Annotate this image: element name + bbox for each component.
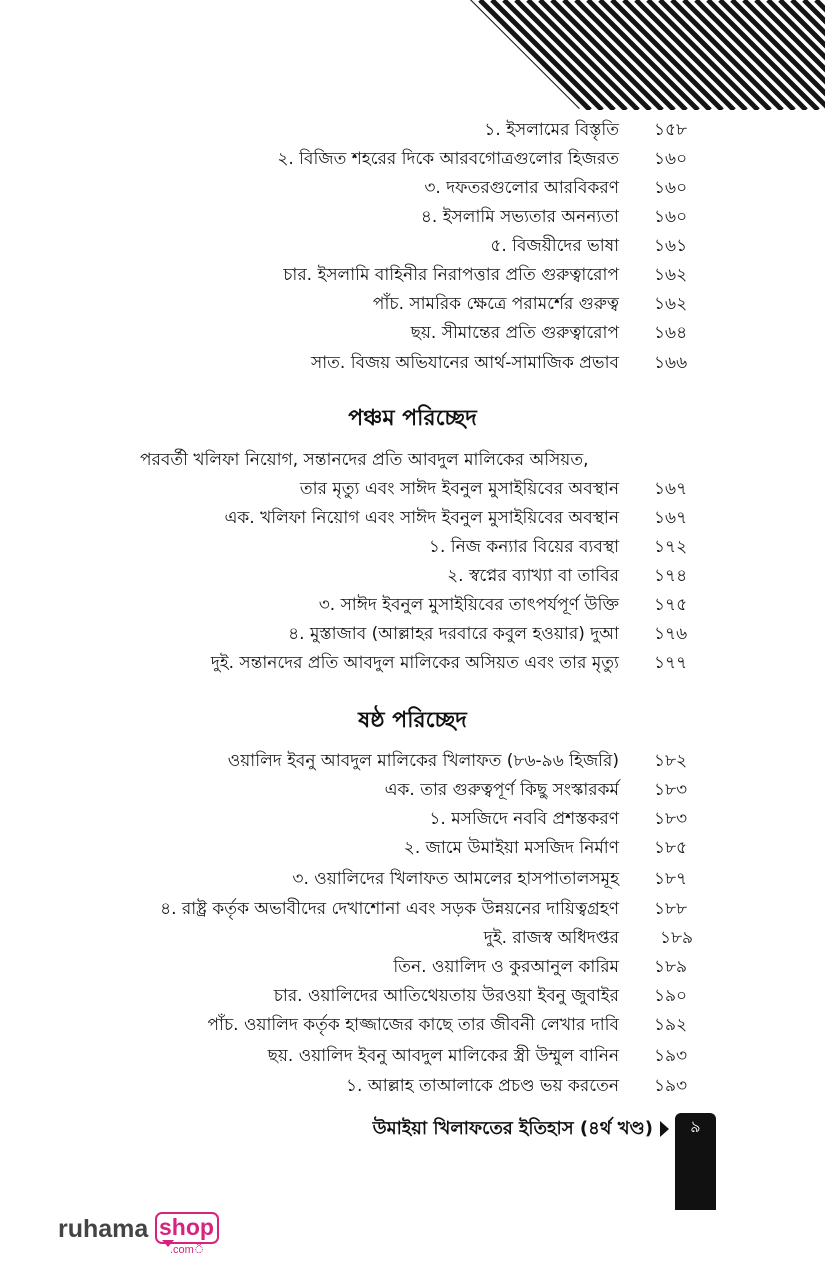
toc-entry-title: ১. আল্লাহ তাআলাকে প্রচণ্ড ভয় করতেন — [345, 1076, 619, 1096]
toc-entry-title: ৫. বিজয়ীদের ভাষা — [490, 236, 619, 256]
toc-entry-page: ১৮৯ — [660, 928, 694, 948]
toc-entry-page: ১৯৩ — [654, 1046, 688, 1066]
toc-entry[interactable] — [0, 534, 825, 560]
logo-word-accent: shop — [159, 1214, 214, 1240]
toc-entry-title: ৪. রাষ্ট্র কর্তৃক অভাবীদের দেখাশোনা এবং সড়ক উন্নয়নের দায়িত্বগ্রহণ — [160, 899, 619, 919]
toc-entry-title: ৩. সাঈদ ইবনুল মুসাইয়িবের তাৎপর্যপূর্ণ উক্তি — [318, 595, 619, 615]
toc-entry[interactable] — [0, 925, 825, 951]
toc-entry[interactable] — [0, 650, 825, 676]
toc-entry[interactable] — [0, 1043, 825, 1069]
toc-entry-page: ১৬২ — [654, 294, 688, 314]
toc-entry-page: ১৯০ — [654, 986, 688, 1006]
toc-entry-page: ১৭৪ — [654, 566, 688, 586]
toc-entry-title: ১. নিজ কন্যার বিয়ের ব্যবস্থা — [428, 537, 619, 557]
toc-entry[interactable] — [0, 806, 825, 832]
chapter-heading: পঞ্চম পরিচ্ছেদ — [348, 406, 477, 431]
toc-entry-title: ২. জামে উমাইয়া মসজিদ নির্মাণ — [403, 838, 619, 858]
toc-entry-page: ১৬৭ — [654, 479, 688, 499]
page-number-tab — [675, 1113, 716, 1210]
toc-entry-page: ১৮৩ — [654, 780, 688, 800]
toc-entry-page: ১৬০ — [654, 149, 688, 169]
toc-entry[interactable] — [0, 896, 825, 922]
toc-entry-title: ছয়. ওয়ালিদ ইবনু আবদুল মালিকের স্ত্রী উম্মুল বানিন — [267, 1046, 619, 1066]
toc-entry[interactable] — [0, 1073, 825, 1099]
toc-entry-title: ৪. ইসলামি সভ্যতার অনন্যতা — [420, 207, 619, 227]
toc-entry-page: ১৬১ — [654, 236, 688, 256]
toc-entry-page: ১৯২ — [654, 1015, 688, 1035]
toc-entry-page: ১৬৬ — [654, 353, 688, 373]
play-arrow-icon — [660, 1121, 669, 1137]
chapter-heading: ষষ্ঠ পরিচ্ছেদ — [358, 708, 467, 733]
toc-entry[interactable] — [0, 777, 825, 803]
toc-entry-page: ১৮৩ — [654, 809, 688, 829]
toc-entry-page: ১৫৮ — [654, 120, 688, 140]
toc-entry[interactable] — [0, 621, 825, 647]
toc-entry-title: ১. ইসলামের বিস্তৃতি — [484, 120, 619, 140]
toc-entry-title: তিন. ওয়ালিদ ও কুরআনুল কারিম — [393, 957, 619, 977]
toc-entry-page: ১৮২ — [654, 751, 688, 771]
toc-entry-page: ১৬০ — [654, 207, 688, 227]
book-title-footer: উমাইয়া খিলাফতের ইতিহাস (৪র্থ খণ্ড) — [372, 1118, 653, 1139]
toc-entry[interactable] — [0, 983, 825, 1009]
toc-entry[interactable] — [0, 233, 825, 259]
logo-word-dark: ruhama — [58, 1215, 149, 1243]
toc-entry-title: ওয়ালিদ ইবনু আবদুল মালিকের খিলাফত (৮৬-৯৬ হিজরি) — [227, 751, 619, 771]
toc-entry-title: সাত. বিজয় অভিযানের আর্থ-সামাজিক প্রভাব — [310, 353, 619, 373]
toc-entry-title: পাঁচ. সামরিক ক্ষেত্রে পরামর্শের গুরুত্ব — [372, 294, 619, 314]
ruhamashop-logo[interactable] — [58, 1212, 228, 1260]
toc-entry[interactable] — [0, 866, 825, 892]
toc-entry-page: ১৮৫ — [654, 838, 688, 858]
toc-entry[interactable] — [0, 1012, 825, 1038]
toc-entry-title: পাঁচ. ওয়ালিদ কর্তৃক হাজ্জাজের কাছে তার জীবনী লেখার দাবি — [207, 1015, 619, 1035]
toc-entry[interactable] — [0, 320, 825, 346]
toc-entry[interactable] — [0, 835, 825, 861]
toc-entry-page: ১৬৪ — [654, 323, 688, 343]
toc-entry[interactable] — [0, 350, 825, 376]
toc-entry-page: ১৭৫ — [654, 595, 688, 615]
toc-entry[interactable] — [0, 291, 825, 317]
decorative-stripes — [470, 0, 825, 110]
toc-entry-title: দুই. সন্তানদের প্রতি আবদুল মালিকের অসিয়ত এবং তার মৃত্যু — [210, 653, 619, 673]
page-number: ৯ — [690, 1117, 701, 1136]
toc-entry-page: ১৮৮ — [654, 899, 688, 919]
toc-entry[interactable] — [0, 262, 825, 288]
toc-entry-title: চার. ওয়ালিদের আতিথেয়তায় উরওয়া ইবনু জুবাইর — [273, 986, 619, 1006]
logo-domain-suffix: .comঁ — [170, 1244, 205, 1256]
toc-entry[interactable] — [0, 204, 825, 230]
toc-entry-title-continued[interactable]: পরবর্তী খলিফা নিয়োগ, সন্তানদের প্রতি আবদুল মালিকের অসিয়ত, — [140, 450, 589, 470]
toc-entry-title: দুই. রাজস্ব অধিদপ্তর — [483, 928, 619, 948]
toc-entry-page: ১৬০ — [654, 178, 688, 198]
toc-entry-title: এক. খলিফা নিয়োগ এবং সাঈদ ইবনুল মুসাইয়িবের অবস্থান — [224, 508, 619, 528]
toc-entry-page: ১৭৬ — [654, 624, 688, 644]
toc-entry[interactable] — [0, 748, 825, 774]
toc-entry-title: তার মৃত্যু এবং সাঈদ ইবনুল মুসাইয়িবের অবস্থান — [299, 479, 619, 499]
toc-entry-title: ৩. ওয়ালিদের খিলাফত আমলের হাসপাতালসমূহ — [292, 869, 619, 889]
toc-entry-page: ১৮৯ — [654, 957, 688, 977]
toc-entry-title: ১. মসজিদে নববি প্রশস্তকরণ — [429, 809, 619, 829]
toc-entry-page: ১৬২ — [654, 265, 688, 285]
toc-entry-title: ৪. মুস্তাজাব (আল্লাহর দরবারে কবুল হওয়ার) দুআ — [288, 624, 619, 644]
toc-entry[interactable] — [0, 592, 825, 618]
toc-entry[interactable] — [0, 146, 825, 172]
toc-entry[interactable] — [0, 476, 825, 502]
toc-entry-title: ছয়. সীমান্তের প্রতি গুরুত্বারোপ — [410, 323, 619, 343]
toc-entry[interactable] — [0, 954, 825, 980]
toc-entry-page: ১৭২ — [654, 537, 688, 557]
toc-entry[interactable] — [0, 175, 825, 201]
toc-entry[interactable] — [0, 505, 825, 531]
toc-entry-page: ১৭৭ — [654, 653, 688, 673]
toc-entry-page: ১৬৭ — [654, 508, 688, 528]
toc-entry[interactable] — [0, 563, 825, 589]
toc-entry-page: ১৮৭ — [654, 869, 688, 889]
toc-entry-title: ৩. দফতরগুলোর আরবিকরণ — [424, 178, 619, 198]
toc-entry-title: ২. স্বপ্নের ব্যাখ্যা বা তাবির — [447, 566, 619, 586]
toc-entry-title: চার. ইসলামি বাহিনীর নিরাপত্তার প্রতি গুরুত্বারোপ — [283, 265, 619, 285]
toc-entry[interactable] — [0, 117, 825, 143]
toc-entry-title: ২. বিজিত শহরের দিকে আরবগোত্রগুলোর হিজরত — [277, 149, 619, 169]
toc-entry-title: এক. তার গুরুত্বপূর্ণ কিছু সংস্কারকর্ম — [384, 780, 619, 800]
toc-entry-page: ১৯৩ — [654, 1076, 688, 1096]
